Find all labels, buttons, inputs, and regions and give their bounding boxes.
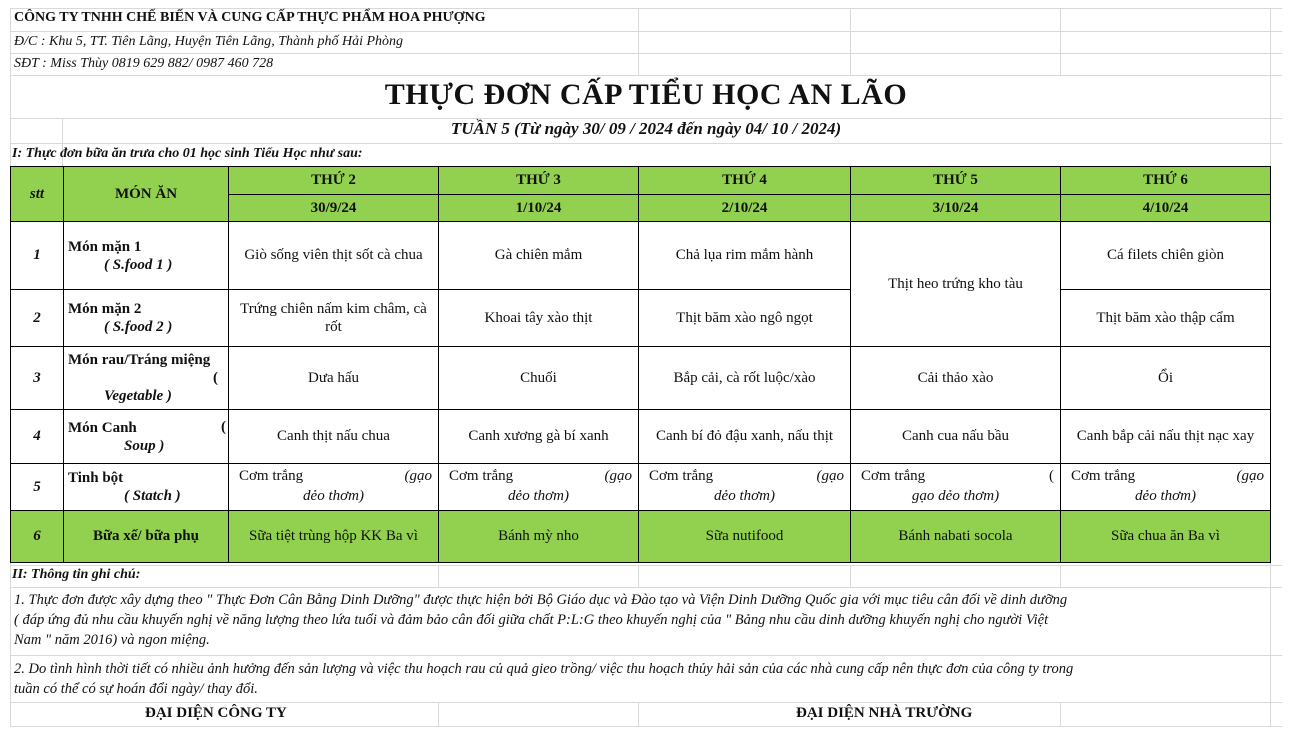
menu-cell: Ổi	[1061, 347, 1271, 410]
menu-cell: Gà chiên mắm	[439, 222, 639, 290]
rice-paren: (gạo	[1236, 468, 1264, 484]
menu-cell-rice	[229, 464, 439, 511]
dish-category	[64, 347, 229, 410]
note-line: Nam " năm 2016) và ngon miệng.	[14, 632, 210, 648]
header-date: 2/10/24	[639, 195, 851, 222]
table-row	[11, 464, 1271, 511]
table-row	[11, 511, 1271, 563]
menu-cell: Dưa hấu	[229, 347, 439, 410]
menu-cell: Canh bắp cải nấu thịt nạc xay	[1061, 410, 1271, 464]
rice-detail: dẻo thơm)	[303, 488, 364, 504]
dish-category-sub: ( S.food 1 )	[104, 256, 173, 273]
note-1	[14, 590, 1067, 650]
rice-detail: dẻo thơm)	[1135, 488, 1196, 504]
note-line: 2. Do tình hình thời tiết có nhiều ảnh hưởng đến sản lượng và việc thu hoạch rau củ quả gieo trồng/ việc thu hoạch thủy hải sản của các nhà cung cấp nên thực đơn của công ty trong	[14, 661, 1074, 677]
dish-category-label: Món mặn 1	[68, 238, 142, 255]
row-number: 2	[11, 290, 64, 347]
header-day: THỨ 5	[851, 167, 1061, 195]
header-day: THỨ 3	[439, 167, 639, 195]
rice-detail: dẻo thơm)	[714, 488, 775, 504]
menu-cell: Thịt băm xào thập cẩm	[1061, 290, 1271, 347]
header-dish: MÓN ĂN	[64, 167, 229, 222]
menu-cell: Trứng chiên nấm kim châm, cà rốt	[229, 290, 439, 347]
menu-cell-rice	[639, 464, 851, 511]
rice-label: Cơm trắng	[1071, 468, 1136, 484]
menu-cell: Giò sống viên thịt sốt cà chua	[229, 222, 439, 290]
menu-table	[10, 166, 1271, 563]
company-name: CÔNG TY TNHH CHẾ BIẾN VÀ CUNG CẤP THỰC PHẨM HOA PHƯỢNG	[14, 10, 486, 25]
menu-cell: Cá filets chiên giòn	[1061, 222, 1271, 290]
rice-label: Cơm trắng	[239, 468, 304, 484]
menu-cell: Chuối	[439, 347, 639, 410]
dish-category-sub: ( Statch )	[124, 488, 181, 504]
menu-cell: Bắp cải, cà rốt luộc/xào	[639, 347, 851, 410]
row-number: 5	[11, 464, 64, 511]
rice-label: Cơm trắng	[649, 468, 714, 484]
company-phone: SĐT : Miss Thùy 0819 629 882/ 0987 460 728	[14, 56, 274, 71]
menu-cell: Canh thịt nấu chua	[229, 410, 439, 464]
menu-cell-rice	[439, 464, 639, 511]
row-number: 4	[11, 410, 64, 464]
dish-category-sub: Soup )	[124, 437, 165, 454]
signature-school: ĐẠI DIỆN NHÀ TRƯỜNG	[796, 705, 973, 721]
table-row	[11, 347, 1271, 410]
menu-cell: Khoai tây xào thịt	[439, 290, 639, 347]
dish-category-sub: ( S.food 2 )	[104, 319, 173, 335]
menu-cell: Cải thảo xào	[851, 347, 1061, 410]
row-number: 3	[11, 347, 64, 410]
rice-paren: (gạo	[404, 468, 432, 484]
week-subtitle: TUẦN 5 (Từ ngày 30/ 09 / 2024 đến ngày 04/ 10 / 2024)	[450, 119, 842, 138]
header-stt: stt	[11, 167, 64, 222]
rice-paren: (	[1049, 468, 1054, 484]
rice-label: Cơm trắng	[861, 468, 926, 484]
menu-cell: Canh cua nấu bầu	[851, 410, 1061, 464]
rice-detail: dẻo thơm)	[508, 488, 569, 504]
table-row	[11, 410, 1271, 464]
section-2-heading: II: Thông tin ghi chú:	[12, 567, 141, 582]
dish-category	[64, 222, 229, 290]
rice-detail: gạo dẻo thơm)	[911, 488, 1000, 504]
note-line: 1. Thực đơn được xây dựng theo " Thực Đơn Cân Bằng Dinh Dưỡng" được thực hiện bởi Bộ Giáo dục và Đào tạo và Viện Dinh Dưỡng Quốc gia với mục tiêu cân đối về dinh dưỡng	[14, 592, 1068, 608]
dish-category	[64, 290, 229, 347]
company-address: Đ/C : Khu 5, TT. Tiên Lãng, Huyện Tiên Lãng, Thành phố Hải Phòng	[14, 34, 404, 49]
dish-category	[64, 464, 229, 511]
menu-cell: Chả lụa rim mắm hành	[639, 222, 851, 290]
menu-cell: Sữa tiệt trùng hộp KK Ba vì	[229, 511, 439, 563]
menu-cell: Sữa chua ăn Ba vì	[1061, 511, 1271, 563]
menu-cell-rice	[851, 464, 1061, 511]
dish-category-sub: Vegetable )	[104, 388, 172, 404]
table-row	[11, 222, 1271, 290]
header-date: 4/10/24	[1061, 195, 1271, 222]
menu-cell: Thịt băm xào ngô ngọt	[639, 290, 851, 347]
menu-cell-rice	[1061, 464, 1271, 511]
dish-category	[64, 410, 229, 464]
note-2	[14, 659, 1073, 699]
header-day: THỨ 6	[1061, 167, 1271, 195]
header-day: THỨ 2	[229, 167, 439, 195]
dish-category-label: Tinh bột	[68, 470, 124, 486]
menu-cell-merged: Thịt heo trứng kho tàu	[851, 222, 1061, 347]
rice-paren: (gạo	[604, 468, 632, 484]
dish-category-label: Món mặn 2	[68, 301, 142, 317]
note-line: tuần có thể có sự hoán đổi ngày/ thay đổi.	[14, 681, 258, 697]
header-date: 1/10/24	[439, 195, 639, 222]
signature-company: ĐẠI DIỆN CÔNG TY	[145, 705, 287, 721]
dish-category-paren: (	[221, 419, 226, 435]
menu-cell: Bánh nabati socola	[851, 511, 1061, 563]
menu-cell: Sữa nutifood	[639, 511, 851, 563]
menu-cell: Canh xương gà bí xanh	[439, 410, 639, 464]
section-1-heading: I: Thực đơn bữa ăn trưa cho 01 học sinh Tiểu Học như sau:	[12, 146, 363, 161]
table-row	[11, 290, 1271, 347]
header-date: 30/9/24	[229, 195, 439, 222]
menu-cell: Canh bí đỏ đậu xanh, nấu thịt	[639, 410, 851, 464]
header-day: THỨ 4	[639, 167, 851, 195]
page-title: THỰC ĐƠN CẤP TIỂU HỌC AN LÃO	[384, 78, 908, 111]
header-date: 3/10/24	[851, 195, 1061, 222]
dish-category-paren: (	[213, 370, 218, 386]
rice-label: Cơm trắng	[449, 468, 514, 484]
menu-cell: Bánh mỳ nho	[439, 511, 639, 563]
dish-category-label: Bữa xế/ bữa phụ	[64, 511, 229, 563]
rice-paren: (gạo	[816, 468, 844, 484]
dish-category-label: Món rau/Tráng miệng	[68, 352, 211, 368]
note-line: ( đáp ứng đủ nhu cầu khuyến nghị về năng lượng theo lứa tuổi và đảm bảo cân đối giữa chất P:L:G theo khuyến nghị của " Bảng nhu cầu dinh dưỡng khuyến nghị cho người Việt	[14, 612, 1049, 628]
row-number: 6	[11, 511, 64, 563]
row-number: 1	[11, 222, 64, 290]
dish-category-label: Món Canh	[68, 419, 137, 436]
